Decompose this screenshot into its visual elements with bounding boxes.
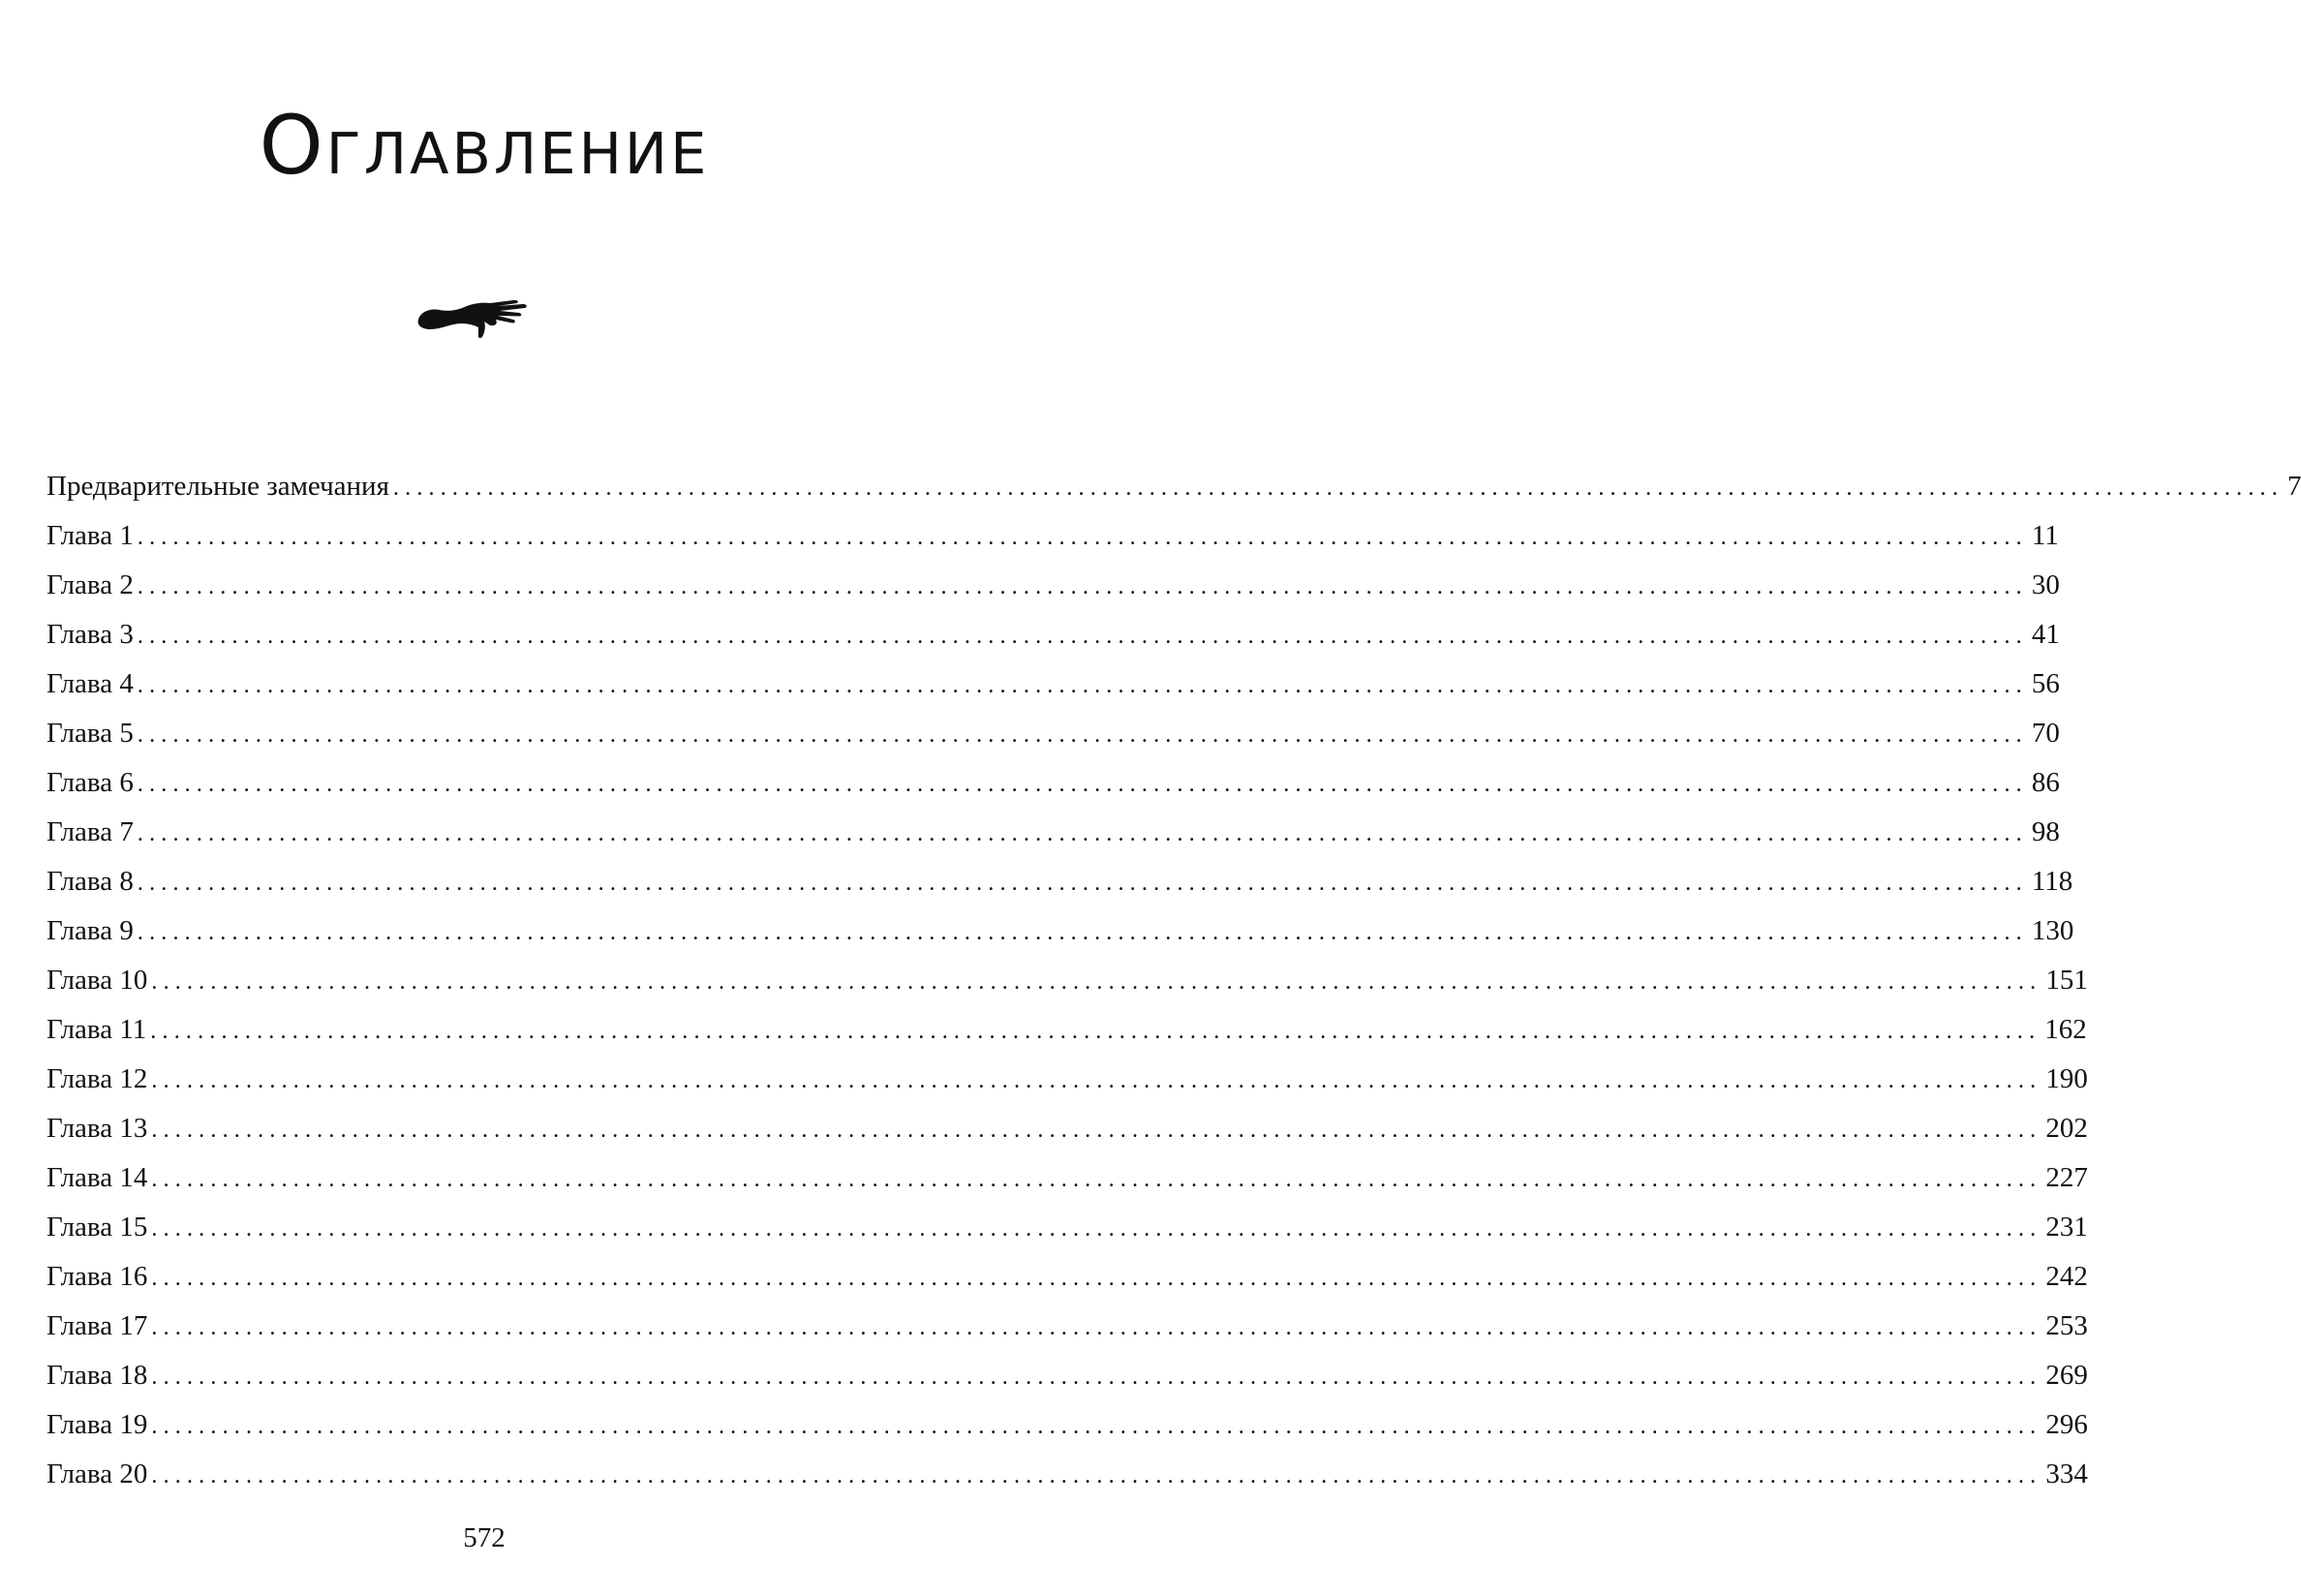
toc-entry (46, 1259, 2088, 1308)
toc-entry-label: Глава 3 (46, 619, 134, 650)
toc-entry-page: 70 (2031, 718, 2060, 749)
toc-dot-leader: ................................................................................................................................................................ (151, 1315, 2042, 1340)
toc-dot-leader: ................................................................................................................................................................ (137, 525, 2028, 550)
toc-entry-page: 86 (2031, 767, 2060, 798)
toc-entry-page: 231 (2045, 1212, 2088, 1243)
toc-entry (46, 1358, 2088, 1407)
toc-dot-leader: ................................................................................................................................................................ (151, 1414, 2042, 1439)
toc-dot-leader: ................................................................................................................................................................ (137, 871, 2028, 896)
toc-entry-page: 30 (2031, 569, 2060, 600)
toc-entry-page: 190 (2045, 1063, 2088, 1094)
toc-entry (46, 1012, 2087, 1061)
toc-entry (46, 1061, 2088, 1111)
toc-entry (46, 814, 2060, 864)
toc-entry-label: Глава 12 (46, 1063, 148, 1094)
toc-entry-label: Предварительные замечания (46, 471, 389, 502)
toc-entry (46, 469, 2301, 518)
toc-entry (46, 963, 2088, 1012)
toc-dot-leader: ................................................................................................................................................................ (151, 1167, 2042, 1192)
toc-entry-page: 253 (2045, 1310, 2088, 1341)
toc-dot-leader: ................................................................................................................................................................ (151, 1365, 2042, 1390)
toc-dot-leader: ................................................................................................................................................................ (137, 821, 2028, 846)
toc-entry (46, 666, 2060, 716)
toc-entry (46, 864, 2073, 913)
toc-entry (46, 1407, 2088, 1457)
toc-entry-label: Глава 18 (46, 1360, 148, 1391)
toc-entry (46, 1210, 2088, 1259)
table-of-contents (46, 469, 2301, 1506)
toc-entry-page: 151 (2045, 965, 2088, 996)
toc-dot-leader: ................................................................................................................................................................ (137, 673, 2028, 698)
toc-dot-leader: ................................................................................................................................................................ (137, 772, 2028, 797)
toc-entry-label: Глава 9 (46, 915, 134, 946)
toc-entry-page: 202 (2045, 1113, 2088, 1144)
toc-entry-label: Глава 20 (46, 1458, 148, 1489)
page-number: 572 (463, 1522, 506, 1553)
toc-dot-leader: ................................................................................................................................................................ (151, 1266, 2042, 1291)
toc-entry-label: Глава 4 (46, 668, 134, 699)
toc-entry-page: 334 (2045, 1458, 2088, 1489)
toc-dot-leader: ................................................................................................................................................................ (392, 476, 2284, 501)
toc-dot-leader: ................................................................................................................................................................ (151, 1068, 2042, 1093)
pointing-hand-icon (416, 294, 529, 343)
toc-entry (46, 1457, 2088, 1506)
toc-entry (46, 1160, 2088, 1210)
toc-dot-leader: ................................................................................................................................................................ (137, 574, 2028, 599)
toc-entry-label: Глава 8 (46, 866, 134, 897)
toc-dot-leader: ................................................................................................................................................................ (151, 1118, 2042, 1143)
toc-entry (46, 913, 2074, 963)
toc-entry (46, 568, 2060, 617)
toc-entry-page: 242 (2045, 1261, 2088, 1292)
toc-entry-page: 11 (2031, 520, 2059, 551)
toc-entry-page: 296 (2045, 1409, 2088, 1440)
toc-entry-page: 41 (2031, 619, 2060, 650)
toc-entry-label: Глава 16 (46, 1261, 148, 1292)
toc-entry-page: 269 (2045, 1360, 2088, 1391)
toc-entry-label: Глава 19 (46, 1409, 148, 1440)
toc-entry-label: Глава 10 (46, 965, 148, 996)
toc-entry-label: Глава 17 (46, 1310, 148, 1341)
toc-entry-page: 118 (2031, 866, 2073, 897)
toc-dot-leader: ................................................................................................................................................................ (137, 920, 2028, 945)
toc-entry (46, 1308, 2088, 1358)
toc-entry-page: 98 (2031, 816, 2060, 847)
toc-entry-page: 56 (2031, 668, 2060, 699)
toc-dot-leader: ................................................................................................................................................................ (150, 1019, 2041, 1044)
toc-entry-label: Глава 7 (46, 816, 134, 847)
toc-entry (46, 1111, 2088, 1160)
toc-entry (46, 617, 2060, 666)
toc-entry-page: 7 (2286, 471, 2301, 502)
toc-entry (46, 518, 2059, 568)
toc-entry-label: Глава 14 (46, 1162, 148, 1193)
toc-entry-label: Глава 5 (46, 718, 134, 749)
toc-dot-leader: ................................................................................................................................................................ (137, 722, 2028, 748)
toc-entry-label: Глава 6 (46, 767, 134, 798)
toc-entry-page: 130 (2031, 915, 2074, 946)
page-title: Оглавление (259, 98, 710, 193)
toc-entry-label: Глава 11 (46, 1014, 147, 1045)
toc-dot-leader: ................................................................................................................................................................ (151, 969, 2042, 995)
toc-entry (46, 765, 2060, 814)
toc-dot-leader: ................................................................................................................................................................ (151, 1463, 2042, 1489)
toc-entry-label: Глава 15 (46, 1212, 148, 1243)
toc-entry-page: 162 (2044, 1014, 2087, 1045)
toc-entry-page: 227 (2045, 1162, 2088, 1193)
toc-entry (46, 716, 2060, 765)
toc-entry-label: Глава 13 (46, 1113, 148, 1144)
toc-entry-label: Глава 1 (46, 520, 134, 551)
toc-dot-leader: ................................................................................................................................................................ (137, 624, 2028, 649)
toc-entry-label: Глава 2 (46, 569, 134, 600)
toc-dot-leader: ................................................................................................................................................................ (151, 1216, 2042, 1242)
